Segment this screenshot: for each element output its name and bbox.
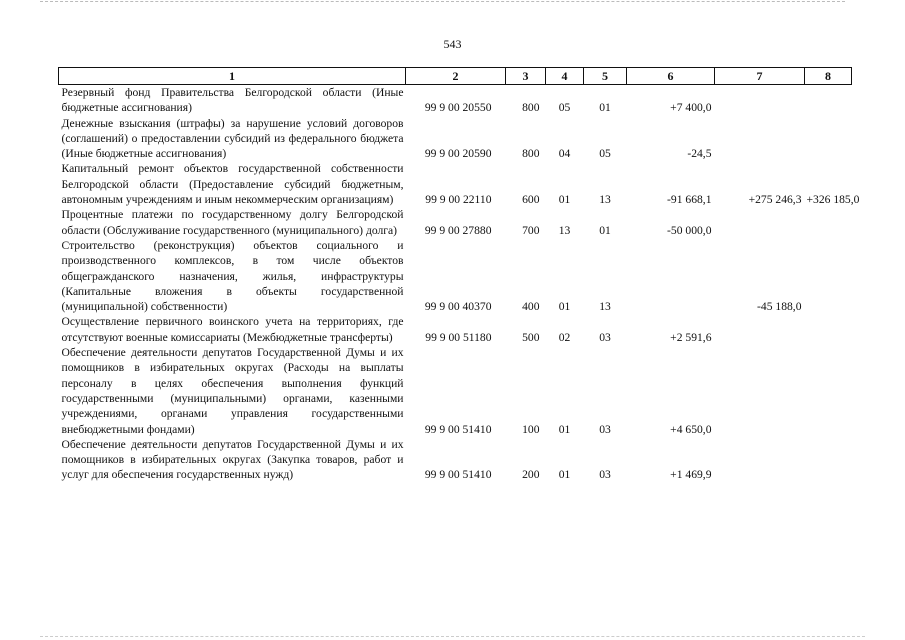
table-row [59,437,852,483]
row-code: 99 9 00 20590 [424,147,492,161]
row-description: Обеспечение деятельности депутатов Государственной Думы и их помощников в избирательных округах (Закупка товаров, работ и услуг для обеспечения государственных нужд) [61,437,404,482]
row-amount-8 [805,345,852,437]
row-subsection: 03 [599,422,611,436]
row-code: 99 9 00 20550 [424,101,492,115]
row-subsection: 01 [599,223,611,237]
page-number: 543 [443,37,462,51]
header-col-8: 8 [805,68,852,85]
row-description: Строительство (реконструкция) объектов социального и производственного комплексов, в том числе объектов общегражданского назначения, жилья, инфраструктуры (Капитальные вложения в объекты государственной (муниципальной) собственности) [61,238,404,314]
row-description: Осуществление первичного воинского учета на территориях, где отсутствуют военные комиссариаты (Межбюджетные трансферты) [61,315,404,344]
row-amount-7 [715,116,805,162]
row-amount-8: +326 185,0 [806,193,860,207]
table-row [59,345,852,437]
row-code: 99 9 00 51410 [424,468,492,482]
header-col-7: 7 [715,68,805,85]
table-row [59,238,852,314]
row-expense-type: 100 [522,422,540,436]
row-amount-6: +7 400,0 [670,101,712,115]
table-row [59,116,852,162]
row-amount-7: -45 188,0 [757,300,802,314]
row-section: 04 [558,147,571,161]
row-expense-type: 400 [522,300,540,314]
row-code: 99 9 00 51410 [424,422,492,436]
row-amount-8 [805,85,852,116]
header-col-3: 3 [506,68,546,85]
table-row [59,314,852,345]
row-description: Капитальный ремонт объектов государственной собственности Белгородской области (Предоставление субсидий бюджетным, автономным учреждениям и иным некоммерческим организациям) [61,162,404,207]
row-subsection: 13 [599,193,611,207]
row-amount-8 [805,116,852,162]
row-code: 99 9 00 40370 [424,300,492,314]
row-section: 01 [558,300,571,314]
row-expense-type: 200 [522,468,540,482]
row-amount-8 [805,238,852,314]
row-amount-6: -24,5 [687,147,712,161]
row-amount-7 [715,207,805,238]
row-subsection: 05 [599,147,611,161]
table-row [59,161,852,207]
row-code: 99 9 00 22110 [425,193,492,207]
row-code: 99 9 00 51180 [425,330,492,344]
row-section: 02 [558,330,571,344]
row-amount-6: -91 668,1 [667,193,712,207]
row-amount-6: -50 000,0 [667,223,712,237]
header-col-4: 4 [546,68,584,85]
row-expense-type: 500 [522,330,540,344]
row-expense-type: 600 [522,193,540,207]
row-amount-6 [627,238,715,314]
row-amount-8 [805,437,852,483]
table-row [59,207,852,238]
row-description: Обеспечение деятельности депутатов Государственной Думы и их помощников в избирательных округах (Расходы на выплаты персоналу в целях обеспечения выполнения функций государственными (муниципальными) органами, казенными учреждениями, органами управления государственными внебюджетными фондами) [61,346,404,436]
budget-table [58,67,860,483]
row-expense-type: 800 [522,147,540,161]
row-section: 01 [558,422,571,436]
table-row [59,85,852,116]
row-section: 05 [558,101,571,115]
row-expense-type: 700 [522,223,540,237]
row-amount-6: +1 469,9 [670,468,712,482]
row-amount-6: +2 591,6 [670,330,712,344]
row-section: 01 [558,468,571,482]
row-description: Денежные взыскания (штрафы) за нарушение условий договоров (соглашений) о предоставлении субсидий из федерального бюджета (Иные бюджетные ассигнования) [61,116,404,161]
row-code: 99 9 00 27880 [424,223,492,237]
row-description: Процентные платежи по государственному долгу Белгородской области (Обслуживание государственного (муниципального) долга) [61,208,404,237]
row-amount-7 [715,345,805,437]
row-amount-8 [805,314,852,345]
row-subsection: 01 [599,101,611,115]
scan-artifact-line [40,1,845,3]
row-amount-7 [715,437,805,483]
row-subsection: 03 [599,330,611,344]
table-header-row [59,68,852,85]
header-col-6: 6 [627,68,715,85]
row-amount-7: +275 246,3 [748,193,802,207]
header-col-1: 1 [59,68,406,85]
row-subsection: 03 [599,468,611,482]
row-amount-6: +4 650,0 [670,422,712,436]
header-col-5: 5 [584,68,627,85]
row-amount-7 [715,85,805,116]
row-subsection: 13 [599,300,611,314]
header-col-2: 2 [406,68,506,85]
row-expense-type: 800 [522,101,540,115]
row-amount-8 [805,207,852,238]
scan-artifact-line [40,636,865,638]
row-section: 01 [558,193,571,207]
row-section: 13 [558,223,571,237]
row-amount-7 [715,314,805,345]
row-description: Резервный фонд Правительства Белгородской области (Иные бюджетные ассигнования) [61,86,404,115]
